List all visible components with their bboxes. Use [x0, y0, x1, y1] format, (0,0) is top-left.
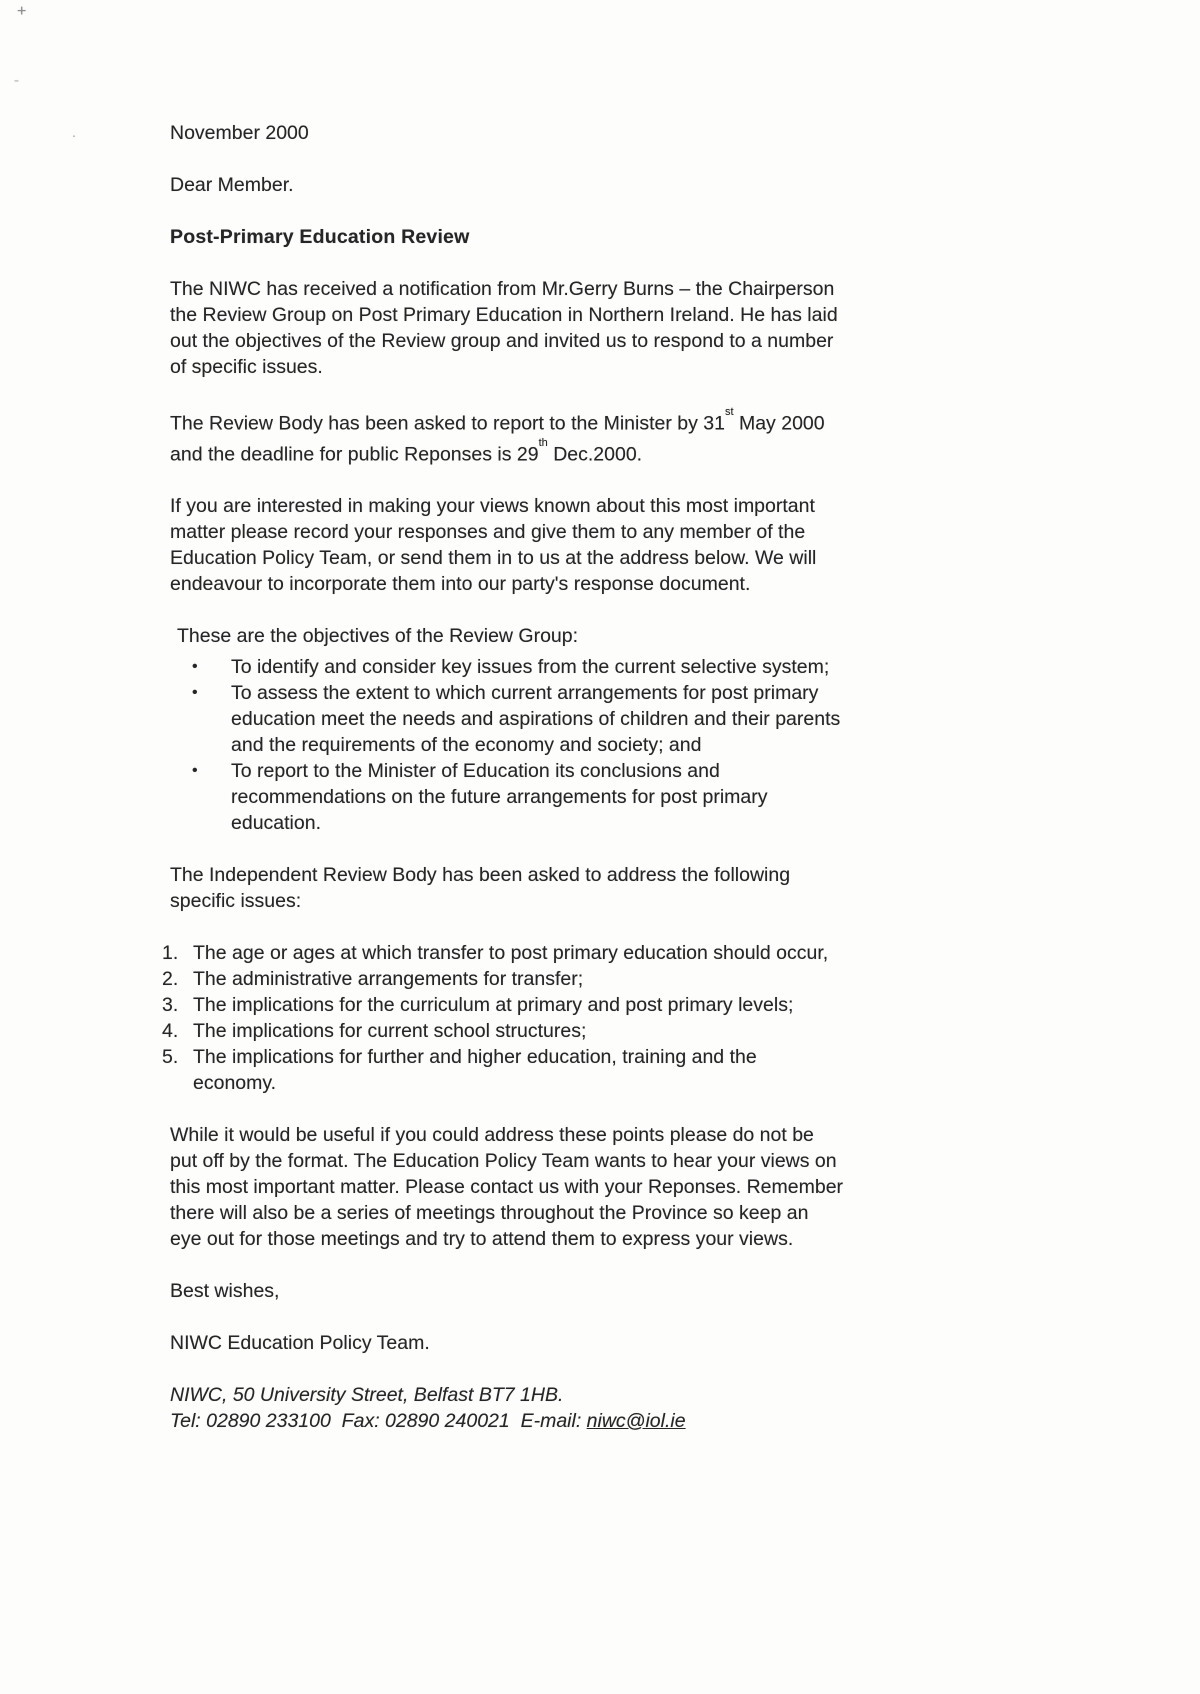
paragraph-line: eye out for those meetings and try to attend them to express your views.	[170, 1228, 794, 1250]
issue-line: The age or ages at which transfer to post primary education should occur,	[193, 942, 829, 964]
issue-text	[193, 966, 583, 992]
issue-item	[162, 966, 1080, 992]
paragraph-notification	[170, 276, 1080, 380]
deadline-line2-tail: Dec.2000.	[547, 443, 643, 465]
objective-line: recommendations on the future arrangements for post primary	[231, 786, 768, 808]
bullet-icon: •	[192, 684, 198, 701]
objective-item	[170, 680, 1080, 758]
contact-line	[170, 1408, 1080, 1434]
issue-text	[193, 1044, 757, 1096]
issue-line: economy.	[193, 1072, 277, 1094]
issue-number: 2.	[162, 968, 179, 990]
issue-line: The administrative arrangements for transfer;	[193, 968, 584, 990]
issue-number: 1.	[162, 942, 179, 964]
objective-line: education.	[231, 812, 321, 834]
issue-line: The implications for the curriculum at primary and post primary levels;	[193, 994, 794, 1016]
salutation-text: Dear Member.	[170, 174, 294, 196]
objectives-intro	[170, 623, 1080, 649]
letter-date	[170, 120, 1080, 146]
paragraph-line: there will also be a series of meetings throughout the Province so keep an	[170, 1202, 809, 1224]
paragraph-line: matter please record your responses and give them to any member of the	[170, 521, 806, 543]
issue-number: 4.	[162, 1020, 179, 1042]
paragraph-line: the Review Group on Post Primary Education in Northern Ireland. He has laid	[170, 304, 838, 326]
signature-text: NIWC Education Policy Team.	[170, 1332, 430, 1354]
paragraph-line: this most important matter. Please contact us with your Reponses. Remember	[170, 1176, 844, 1198]
issue-item	[162, 940, 1080, 966]
paragraph-line: The Independent Review Body has been asked to address the following	[170, 864, 791, 886]
paragraph-line: of specific issues.	[170, 356, 323, 378]
deadline-line1-tail: May 2000	[733, 412, 825, 435]
address-text: NIWC, 50 University Street, Belfast BT7 1HB.	[170, 1384, 564, 1406]
objective-item	[170, 758, 1080, 836]
objective-line: education meet the needs and aspirations of children and their parents	[231, 708, 841, 730]
issue-number: 3.	[162, 994, 179, 1016]
objective-text	[231, 758, 768, 836]
paragraph-line: While it would be useful if you could address these points please do not be	[170, 1124, 814, 1146]
paragraph-specific-issues	[170, 862, 1080, 914]
issue-text	[193, 940, 828, 966]
valediction-text: Best wishes,	[170, 1280, 280, 1302]
scan-artifact-dot: .	[72, 124, 76, 140]
issue-line: The implications for current school structures;	[193, 1020, 587, 1042]
paragraph-line: If you are interested in making your views known about this most important	[170, 495, 815, 517]
letter-heading	[170, 224, 1080, 250]
issue-item	[162, 992, 1080, 1018]
letter-footer	[170, 1382, 1080, 1434]
objective-text	[231, 680, 840, 758]
paragraph-line: out the objectives of the Review group and invited us to respond to a number	[170, 330, 834, 352]
paragraph-line	[170, 437, 1080, 468]
issue-text	[193, 1018, 586, 1044]
valediction	[170, 1278, 1080, 1304]
objective-line: To report to the Minister of Education its conclusions and	[231, 760, 720, 782]
scan-artifact-plus: +	[17, 3, 27, 20]
signature	[170, 1330, 1080, 1356]
issue-number: 5.	[162, 1046, 179, 1068]
ordinal-superscript: st	[724, 406, 734, 418]
bullet-icon: •	[192, 658, 198, 675]
paragraph-line: put off by the format. The Education Policy Team wants to hear your views on	[170, 1150, 837, 1172]
issue-item	[162, 1018, 1080, 1044]
letter-body	[162, 120, 1080, 1434]
objectives-list	[170, 654, 1080, 836]
objectives-intro-text: These are the objectives of the Review Group:	[177, 625, 579, 647]
objective-line: To assess the extent to which current arrangements for post primary	[231, 682, 819, 704]
paragraph-line: The NIWC has received a notification from Mr.Gerry Burns – the Chairperson	[170, 278, 835, 300]
contact-text: Tel: 02890 233100 Fax: 02890 240021 E-mail:	[170, 1410, 587, 1432]
email-link: niwc@iol.ie	[586, 1410, 686, 1432]
issue-item	[162, 1044, 1080, 1096]
heading-text: Post-Primary Education Review	[170, 226, 470, 248]
objective-item	[170, 654, 1080, 680]
objective-line: and the requirements of the economy and society; and	[231, 734, 702, 756]
bullet-icon: •	[192, 762, 198, 779]
date-text: November 2000	[170, 122, 309, 144]
objective-line: To identify and consider key issues from the current selective system;	[231, 656, 830, 678]
scan-artifact-dash: -	[14, 72, 19, 89]
issues-list	[162, 940, 1080, 1096]
paragraph-views	[170, 493, 1080, 597]
deadline-line2-text: and the deadline for public Reponses is 29	[170, 443, 539, 465]
paragraph-deadline	[170, 406, 1080, 467]
paragraph-line: specific issues:	[170, 890, 302, 912]
paragraph-closing	[170, 1122, 1080, 1252]
salutation	[170, 172, 1080, 198]
objective-text	[231, 654, 829, 680]
issue-text	[193, 992, 793, 1018]
paragraph-line	[170, 406, 1080, 437]
paragraph-line: endeavour to incorporate them into our party's response document.	[170, 573, 751, 595]
issue-line: The implications for further and higher education, training and the	[193, 1046, 757, 1068]
deadline-line1-text: The Review Body has been asked to report to the Minister by 31	[170, 412, 725, 435]
paragraph-line: Education Policy Team, or send them in to us at the address below. We will	[170, 547, 817, 569]
ordinal-superscript: th	[538, 436, 548, 449]
